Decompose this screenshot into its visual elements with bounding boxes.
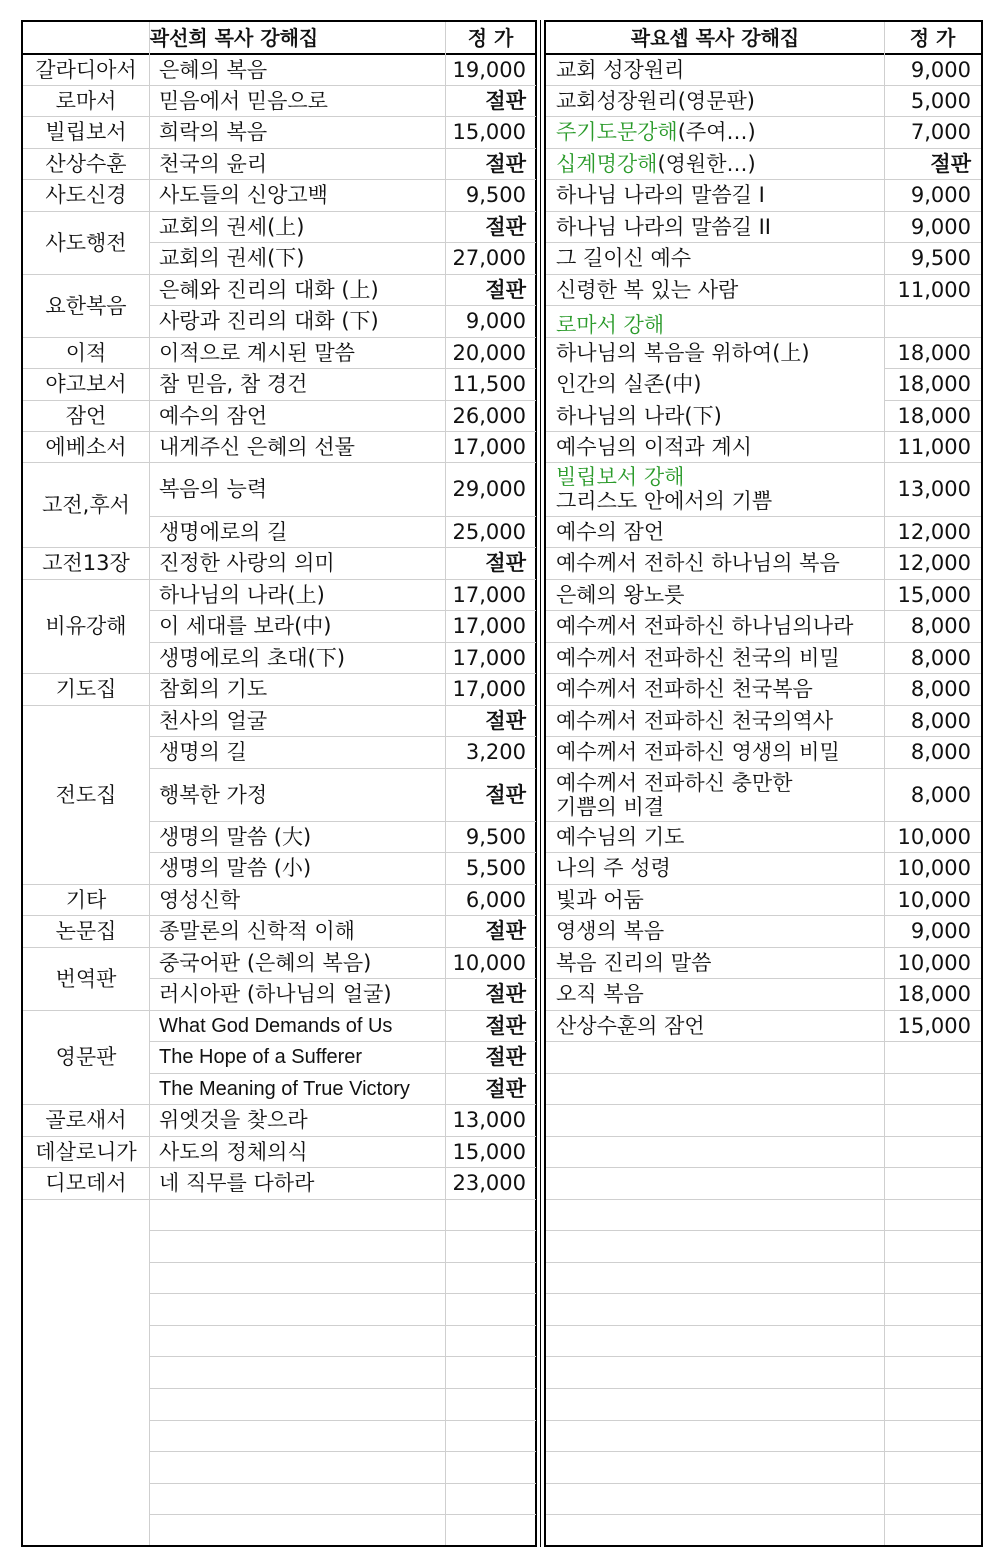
- book-title: 이 세대를 보라(中): [159, 614, 332, 638]
- book-title-suffix: (영원한…): [657, 151, 756, 176]
- book-title-text: 복음 진리의 말씀: [556, 950, 712, 975]
- book-price: 5,000: [910, 88, 971, 113]
- book-price: 9,000: [910, 183, 971, 207]
- book-title: [546, 148, 884, 179]
- right-header-title: 곽요셉 목사 강해집: [630, 26, 800, 50]
- book-title-text: 하나님 나라의 말씀길 I: [556, 183, 765, 207]
- book-price: 9,000: [465, 309, 526, 333]
- book-title: 생명의 말씀 (大): [159, 824, 312, 849]
- category-label: 에베소서: [45, 434, 127, 459]
- book-price: 절판: [485, 1045, 526, 1069]
- book-title-line: 그리스도 안에서의 기쁨: [556, 489, 773, 513]
- category-label: 논문집: [55, 919, 117, 943]
- book-price: 15,000: [897, 582, 971, 607]
- book-price: 절판: [485, 982, 526, 1006]
- book-title: What God Demands of Us: [159, 1014, 393, 1037]
- book-title: 믿음에서 믿음으로: [159, 88, 328, 113]
- book-price: 17,000: [452, 582, 526, 607]
- book-price: 11,000: [897, 277, 971, 302]
- book-title: [546, 400, 884, 431]
- book-title: [546, 579, 884, 610]
- book-title: 내게주신 은혜의 선물: [159, 434, 355, 459]
- book-title: [546, 547, 884, 579]
- book-title-text: 예수께서 전파하신 하나님의나라: [556, 614, 854, 638]
- left-header-price: 정 가: [467, 26, 514, 50]
- book-price: 10,000: [897, 887, 971, 912]
- book-title: 영성신학: [159, 887, 241, 912]
- book-title: [546, 915, 884, 947]
- book-title-text: 하나님의 나라(下): [556, 403, 722, 428]
- book-price: 9,500: [465, 183, 526, 207]
- book-price: 8,000: [910, 708, 971, 733]
- book-title: 사도의 정체의식: [159, 1139, 308, 1164]
- category-label: 야고보서: [45, 372, 127, 396]
- book-title: 종말론의 신학적 이해: [159, 919, 355, 943]
- book-price: 29,000: [452, 477, 526, 501]
- book-title: 천국의 윤리: [159, 151, 268, 176]
- book-title-text: 로마서 강해: [556, 313, 665, 337]
- book-title: 행복한 가정: [159, 782, 268, 807]
- book-title: 네 직무를 다하라: [159, 1171, 315, 1195]
- book-title: 생명의 길: [159, 740, 247, 764]
- category-label: 디모데서: [45, 1171, 127, 1195]
- book-price: 5,500: [465, 856, 526, 880]
- book-price: 8,000: [910, 645, 971, 670]
- book-price: 절판: [485, 919, 526, 943]
- book-price: 3,200: [465, 740, 526, 764]
- category-label: 고전13장: [42, 551, 130, 575]
- book-price: 17,000: [452, 434, 526, 459]
- book-title-text: 하나님 나라의 말씀길 II: [556, 214, 771, 239]
- book-title: [546, 431, 884, 462]
- category-label: 잠언: [65, 403, 107, 428]
- book-title-text: 그 길이신 예수: [556, 246, 692, 270]
- book-title: 천사의 얼굴: [159, 708, 268, 733]
- book-title: [546, 116, 884, 148]
- book-title: 복음의 능력: [159, 477, 268, 501]
- book-price: 19,000: [452, 57, 526, 82]
- book-price: 10,000: [897, 950, 971, 975]
- category-label: 고전,후서: [42, 492, 130, 517]
- book-price: 18,000: [897, 403, 971, 428]
- book-title-suffix: (주여…): [677, 120, 756, 144]
- book-title: 진정한 사랑의 의미: [159, 551, 335, 575]
- book-title: 중국어판 (은혜의 복음): [159, 950, 372, 975]
- book-price: 8,000: [910, 614, 971, 638]
- section-heading: 빌립보서 강해: [556, 465, 685, 489]
- book-title: The Hope of a Sufferer: [159, 1046, 363, 1068]
- book-price: 9,000: [910, 919, 971, 943]
- book-price: 절판: [930, 151, 971, 176]
- book-title: 참회의 기도: [159, 677, 268, 701]
- book-price: 17,000: [452, 677, 526, 701]
- category-label: 골로새서: [45, 1108, 127, 1132]
- book-price: 9,500: [910, 246, 971, 270]
- book-price: 15,000: [897, 1013, 971, 1038]
- book-title-text: 나의 주 성령: [556, 856, 671, 880]
- book-title: [546, 768, 884, 821]
- category-label: 번역판: [55, 966, 117, 991]
- book-title: 위엣것을 찾으라: [159, 1108, 308, 1132]
- book-price: 절판: [485, 708, 526, 733]
- book-price: 9,000: [910, 57, 971, 82]
- book-title-text: 예수께서 전파하신 천국의 비밀: [556, 645, 840, 670]
- book-title: [546, 852, 884, 884]
- book-price: 절판: [485, 151, 526, 176]
- book-price: 18,000: [897, 372, 971, 396]
- book-price: 8,000: [910, 677, 971, 701]
- book-title: [546, 274, 884, 305]
- category-label: 기도집: [55, 677, 117, 701]
- book-title-line: 기쁨의 비결: [556, 794, 665, 819]
- book-title-line: 예수께서 전파하신 충만한: [556, 770, 793, 795]
- book-title: [546, 211, 884, 242]
- category-label: 사도행전: [45, 230, 127, 255]
- book-title: [546, 179, 884, 211]
- book-title-text: 빛과 어둠: [556, 887, 644, 912]
- book-title: 러시아판 (하나님의 얼굴): [159, 982, 392, 1006]
- book-price: 8,000: [910, 782, 971, 807]
- book-price: 절판: [485, 1076, 526, 1101]
- category-label: 요한복음: [45, 293, 127, 318]
- book-title: 희락의 복음: [159, 120, 268, 144]
- book-price: 9,000: [910, 214, 971, 239]
- book-title-text: 예수님의 이적과 계시: [556, 434, 752, 459]
- book-title: 생명에로의 길: [159, 519, 288, 544]
- book-title: [546, 673, 884, 705]
- book-price: 10,000: [452, 950, 526, 975]
- book-title: [546, 736, 884, 768]
- book-title: [546, 54, 884, 85]
- book-title: [546, 884, 884, 915]
- book-title-text: 신령한 복 있는 사람: [556, 277, 739, 302]
- book-price: 25,000: [452, 519, 526, 544]
- book-title-text: 오직 복음: [556, 982, 644, 1006]
- book-title: 생명의 말씀 (小): [159, 856, 312, 880]
- book-price: 9,500: [465, 824, 526, 849]
- book-title-text: 예수께서 전하신 하나님의 복음: [556, 551, 840, 575]
- category-label: 이적: [65, 340, 107, 365]
- book-title-text: 교회성장원리(영문판): [556, 88, 755, 113]
- book-title: 사도들의 신앙고백: [159, 183, 328, 207]
- book-title-text: 십계명강해: [556, 151, 658, 176]
- book-title: 교회의 권세(上): [159, 214, 305, 239]
- category-label: 사도신경: [45, 183, 127, 207]
- book-price: 11,500: [452, 372, 526, 396]
- book-title: [546, 1010, 884, 1041]
- book-price: 18,000: [897, 340, 971, 365]
- book-price: 10,000: [897, 856, 971, 880]
- book-title-text: 예수의 잠언: [556, 519, 665, 544]
- book-price: 6,000: [465, 887, 526, 912]
- category-label: 갈라디아서: [35, 57, 137, 82]
- book-title: [546, 242, 884, 274]
- book-title: 참 믿음, 참 경건: [159, 372, 308, 396]
- book-price: 27,000: [452, 246, 526, 270]
- book-title-text: 예수님의 기도: [556, 824, 685, 849]
- book-price: 13,000: [897, 477, 971, 501]
- book-title: [546, 821, 884, 852]
- book-title-text: 인간의 실존(中): [556, 372, 702, 396]
- book-title: [546, 642, 884, 673]
- book-title-text: 예수께서 전파하신 영생의 비밀: [556, 740, 840, 764]
- book-price: 절판: [485, 277, 526, 302]
- book-title: 은혜와 진리의 대화 (上): [159, 277, 379, 302]
- category-label: 데살로니가: [35, 1139, 137, 1164]
- book-title: [546, 978, 884, 1010]
- book-title: [546, 516, 884, 547]
- book-title-text: 예수께서 전파하신 천국의역사: [556, 708, 834, 733]
- book-price: 절판: [485, 1013, 526, 1038]
- book-title: [546, 705, 884, 736]
- category-label: 기타: [65, 887, 107, 912]
- book-title: [546, 947, 884, 978]
- section-heading: [546, 305, 884, 337]
- book-price: 11,000: [897, 434, 971, 459]
- book-price: 12,000: [897, 519, 971, 544]
- right-header-price: 정 가: [909, 26, 956, 50]
- book-price: 20,000: [452, 340, 526, 365]
- book-price: 15,000: [452, 120, 526, 144]
- book-title: 은혜의 복음: [159, 57, 268, 82]
- book-title-text: 영생의 복음: [556, 919, 665, 943]
- book-title: [546, 337, 884, 368]
- book-title: 예수의 잠언: [159, 403, 268, 428]
- double-divider: [535, 20, 546, 1547]
- book-title-text: 교회 성장원리: [556, 57, 685, 82]
- book-title-text: 하나님의 복음을 위하여(上): [556, 340, 810, 365]
- book-title: [546, 368, 884, 400]
- book-price: 절판: [485, 214, 526, 239]
- category-label: 로마서: [55, 88, 117, 113]
- book-title-text: 예수께서 전파하신 천국복음: [556, 677, 813, 701]
- book-price: 12,000: [897, 551, 971, 575]
- book-title: [546, 610, 884, 642]
- book-price: 절판: [485, 88, 526, 113]
- book-title: 교회의 권세(下): [159, 246, 305, 270]
- category-label: 비유강해: [45, 614, 127, 638]
- book-price: 17,000: [452, 614, 526, 638]
- book-price: 23,000: [452, 1171, 526, 1195]
- book-price: 18,000: [897, 982, 971, 1006]
- book-title: 사랑과 진리의 대화 (下): [159, 309, 379, 333]
- book-title: 생명에로의 초대(下): [159, 645, 346, 670]
- book-price: 8,000: [910, 740, 971, 764]
- category-label: 전도집: [55, 782, 117, 807]
- left-header-title: 곽선희 목사 강해집: [149, 26, 319, 50]
- book-price: 절판: [485, 551, 526, 575]
- book-price: 절판: [485, 782, 526, 807]
- book-price: 7,000: [910, 120, 971, 144]
- book-title: [546, 85, 884, 116]
- book-title-text: 주기도문강해: [556, 120, 678, 144]
- book-title: 하나님의 나라(上): [159, 582, 325, 607]
- category-label: 영문판: [55, 1045, 117, 1069]
- category-label: 산상수훈: [45, 151, 127, 176]
- book-price: 10,000: [897, 824, 971, 849]
- book-title: The Meaning of True Victory: [159, 1077, 410, 1100]
- book-title-text: 산상수훈의 잠언: [556, 1013, 705, 1038]
- book-title: 이적으로 계시된 말씀: [159, 340, 355, 365]
- book-price: [884, 305, 981, 337]
- book-title: [546, 462, 884, 516]
- book-price: 13,000: [452, 1108, 526, 1132]
- book-title-text: 은혜의 왕노릇: [556, 582, 685, 607]
- category-label: 빌립보서: [45, 120, 127, 144]
- book-price: 17,000: [452, 645, 526, 670]
- book-price: 15,000: [452, 1139, 526, 1164]
- book-price: 26,000: [452, 403, 526, 428]
